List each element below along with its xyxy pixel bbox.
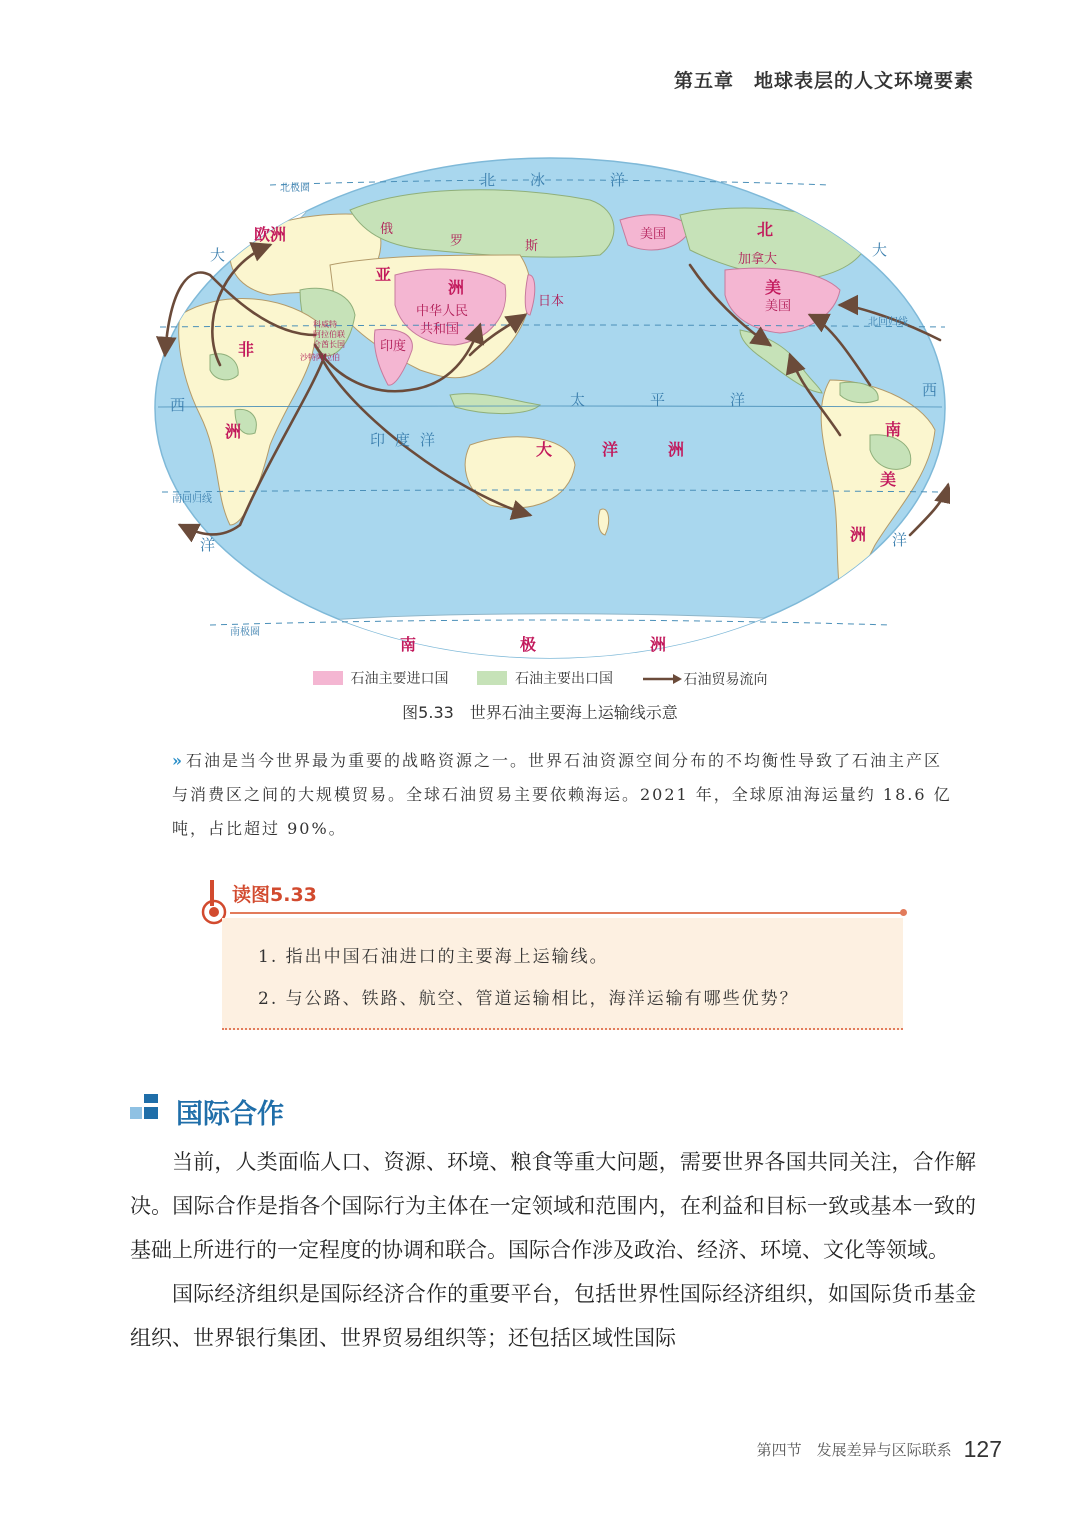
new-zealand-shape xyxy=(598,509,608,535)
north-america-label-1: 北 xyxy=(757,222,774,239)
antarctica-shape xyxy=(270,614,870,665)
antarctic-circle-label: 南极圈 xyxy=(230,627,260,638)
gulf-label-2: 阿拉伯联 xyxy=(313,330,345,339)
atlantic-e-label-3: 洋 xyxy=(892,533,908,549)
world-oil-map xyxy=(150,155,950,665)
importer-swatch xyxy=(313,671,343,685)
read-box-rule xyxy=(230,912,905,914)
tropic-cancer-label: 北回归线 xyxy=(868,317,908,328)
pacific-label-3: 洋 xyxy=(730,393,746,409)
exporter-label: 石油主要出口国 xyxy=(515,671,613,687)
south-america-label-1: 南 xyxy=(885,422,902,439)
china-label-1: 中华人民 xyxy=(416,303,469,318)
asia-label-1: 亚 xyxy=(375,267,392,284)
legend-flow xyxy=(641,669,767,689)
europe-label: 欧洲 xyxy=(254,227,287,244)
map-svg xyxy=(150,155,950,665)
intro-note-text: 石油是当今世界最为重要的战略资源之一。世界石油资源空间分布的不均衡性导致了石油主产区与消费区之间的大规模贸易。全球石油贸易主要依赖海运。2021 年，全球原油海运量约 18.6 亿吨，占比超过 90%。 xyxy=(172,751,952,838)
exporter-swatch xyxy=(477,671,507,685)
africa-label-2: 洲 xyxy=(225,424,242,441)
indian-label-2: 度 xyxy=(395,433,411,449)
page-number: 127 xyxy=(963,1436,1002,1462)
arctic-ocean-label-2: 冰 xyxy=(530,173,546,189)
footer-section: 第四节 发展差异与区际联系 xyxy=(756,1441,952,1459)
paragraph-2: 国际经济组织是国际经济合作的重要平台，包括世界性国际经济组织，如国际货币基金组织、世界银行集团、世界贸易组织等；还包括区域性国际 xyxy=(130,1282,976,1350)
indian-label-3: 洋 xyxy=(420,433,436,449)
gulf-label-3: 合酋长国 xyxy=(313,340,345,349)
antarctica-label-1: 南 xyxy=(400,637,417,654)
japan-label: 日本 xyxy=(538,293,565,308)
read-box-title: 读图5.33 xyxy=(232,884,317,906)
section-title: 国际合作 xyxy=(176,1099,284,1130)
question-2: 2. 与公路、铁路、航空、管道运输相比，海洋运输有哪些优势？ xyxy=(258,989,799,1009)
atlantic-w-label-2: 西 xyxy=(170,398,186,414)
tropic-capricorn-label: 南回归线 xyxy=(172,494,212,505)
map-legend xyxy=(0,668,1080,689)
saudi-label: 沙特阿拉伯 xyxy=(300,353,340,362)
read-box-dot xyxy=(900,909,907,916)
arctic-ocean-label-3: 洋 xyxy=(610,173,626,189)
south-america-label-3: 洲 xyxy=(850,527,867,544)
indian-label-1: 印 xyxy=(370,433,386,449)
intro-note xyxy=(172,744,952,846)
south-america-label-2: 美 xyxy=(880,472,897,489)
oceania-label-3: 洲 xyxy=(668,442,685,459)
arctic-circle-label: 北极圈 xyxy=(280,183,310,194)
russia-label-3: 斯 xyxy=(525,238,539,253)
figure-caption: 图5.33 世界石油主要海上运输线示意 xyxy=(402,703,678,722)
paragraph-1: 当前，人类面临人口、资源、环境、粮食等重大问题，需要世界各国共同关注，合作解决。国际合作是指各个国际行为主体在一定领域和范围内，在利益和目标一致或基本一致的基础上所进行的一定程度的协调和联合。国际合作涉及政治、经济、环境、文化等领域。 xyxy=(130,1150,976,1262)
arctic-ocean-label-1: 北 xyxy=(480,173,496,189)
asia-label-2: 洲 xyxy=(448,280,465,297)
question-1: 1. 指出中国石油进口的主要海上运输线。 xyxy=(258,947,609,967)
gulf-label-1: 科威特 xyxy=(313,320,337,329)
north-america-label-2: 美 xyxy=(765,280,782,297)
page-footer xyxy=(757,1436,1002,1463)
pacific-label-2: 平 xyxy=(650,393,666,409)
legend-importer xyxy=(313,668,449,688)
oceania-label-1: 大 xyxy=(536,442,553,459)
canada-label: 加拿大 xyxy=(738,251,778,266)
section-block-icon xyxy=(130,1094,160,1124)
chapter-header: 第五章 地球表层的人文环境要素 xyxy=(673,70,974,92)
read-figure-box xyxy=(200,878,910,1038)
india-label: 印度 xyxy=(380,338,407,353)
flow-arrow-icon xyxy=(641,673,683,685)
oceania-label-2: 洋 xyxy=(602,442,619,459)
atlantic-w-label-1: 大 xyxy=(210,248,226,264)
antarctica-label-3: 洲 xyxy=(650,637,667,654)
alaska-label: 美国 xyxy=(640,226,667,241)
flow-label: 石油贸易流向 xyxy=(683,672,768,688)
antarctica-label-2: 极 xyxy=(520,637,537,654)
russia-label-2: 罗 xyxy=(450,233,464,248)
atlantic-w-label-3: 洋 xyxy=(200,538,216,554)
atlantic-e-label-2: 西 xyxy=(922,383,938,399)
pacific-label-1: 太 xyxy=(570,393,586,409)
russia-label-1: 俄 xyxy=(380,221,394,236)
africa-label-1: 非 xyxy=(238,342,255,359)
atlantic-e-label-1: 大 xyxy=(872,243,888,259)
double-chevron-icon: » xyxy=(172,751,184,770)
read-box-panel xyxy=(222,918,903,1030)
importer-label: 石油主要进口国 xyxy=(350,671,449,687)
body-text xyxy=(130,1140,976,1360)
usa-label: 美国 xyxy=(765,298,792,313)
china-label-2: 共和国 xyxy=(420,321,460,336)
legend-exporter xyxy=(477,668,613,688)
